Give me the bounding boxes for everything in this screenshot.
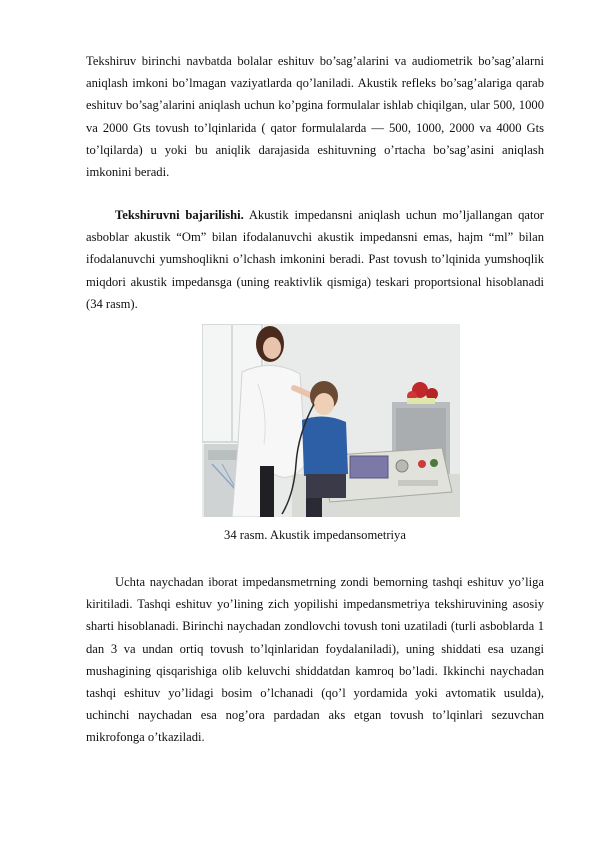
figure-caption: 34 rasm. Akustik impedansometriya [224, 528, 406, 542]
paragraph-probe: Uchta naychadan iborat impedansmetrning zondi bemorning tashqi eshituv yo’liga kiritiladi. Tashqi eshituv yo’lining zich yopilishi impedansmetriya tekshiruvining asosiy sharti hisoblanadi. Birinchi naychadan zondlovchi tovush toni uzatiladi (turli asboblarda 1 dan 3 va undan ortiq tovush to’lqinlaridan foydalaniladi), uning shiddati esa uzangi mushagining qisqarishiga olib keluvchi shiddatdan kamroq bo’ladi. Ikkinchi naychadan tashqi eshituv yo’lidagi bosim o’lchanadi (qo’l yordamida yoki avtomatik usulda), uchinchi naychadan esa nog’ora pardadan aks etgan tovush to’lqinlari sezuvchan mikrofonga o’tkaziladi. [86, 575, 544, 745]
figure-photo-impedansometriya [202, 324, 460, 517]
paragraph-procedure [86, 204, 544, 315]
procedure-heading: Tekshiruvni bajarilishi. [115, 208, 244, 222]
paragraph-intro: Tekshiruv birinchi navbatda bolalar eshituv bo’sag’alarini va audiometrik bo’sag’alarni aniqlash imkoni bo’lmagan vaziyatlarda qo’laniladi. Akustik refleks bo’sag’alariga qarab eshituv bo’sag’alarini aniqlash uchun ko’pgina formulalar ishlab chiqilgan, ular 500, 1000 va 2000 Gts tovush to’lqinlarida ( qator formulalarda — 500, 1000, 2000 va 4000 Gts to’lqilarda) u yoki bu aniqlik darajasida eshituvning o’rtacha bo’sag’asini aniqlash imkonini beradi. [86, 54, 544, 180]
procedure-body: Akustik impedansni aniqlash uchun mo’ljallangan qator asboblar akustik “Om” bilan ifodalanuvchi akustik impedansni emas, hajm “ml” bilan ifodalanuvchi yumshoqlikni o’lchash imkonini beradi. Past tovush to’lqinida yumshoqlik miqdori akustik impedansga (uning reaktivlik qismiga) teskari proportsional hisoblanadi (34 rasm). [86, 208, 544, 311]
photo-illustration [202, 324, 460, 517]
